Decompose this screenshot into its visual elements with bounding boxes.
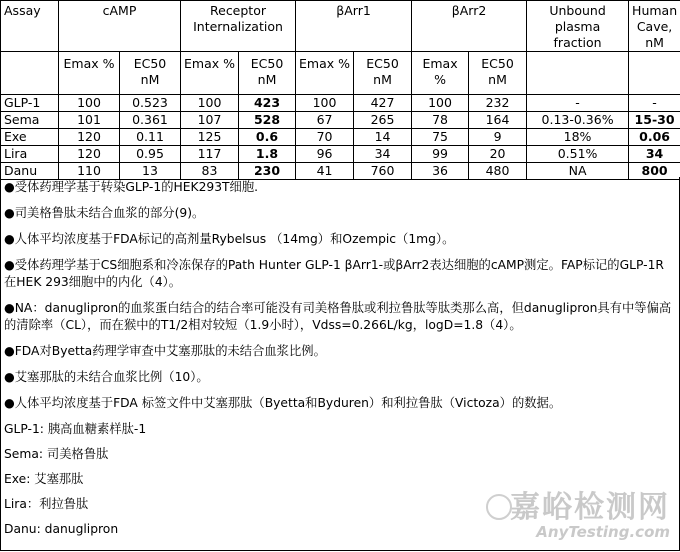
abbreviation: Danu: danuglipron: [4, 522, 119, 536]
cell: 18%: [527, 129, 629, 146]
header-sub-ec50: EC50 nM: [469, 52, 527, 95]
header-sub-ec50: EC50 nM: [354, 52, 412, 95]
note: ●人体平均浓度基于FDA 标签文件中艾塞那肽（Byetta和Byduren）和利拉鲁肽（Victoza）的数据。: [4, 396, 562, 410]
cell: 107: [181, 112, 239, 129]
table-row: [1, 129, 680, 146]
row-label: Danu: [1, 163, 59, 180]
table-row: [1, 146, 680, 163]
cell: 230: [239, 163, 296, 180]
watermark: [510, 492, 670, 540]
cell: 41: [296, 163, 354, 180]
cell: 34: [354, 146, 412, 163]
row-label: Exe: [1, 129, 59, 146]
cell: 96: [296, 146, 354, 163]
header-sub-emax: Emax %: [412, 52, 469, 95]
cell: 427: [354, 95, 412, 112]
note: ●NA：danuglipron的血浆蛋白结合的结合率可能没有司美格鲁肽或利拉鲁肽等肽类那么高，但danuglipron具有中等偏高的清除率（CL），而在猴中的T1/2相对较短（1.9小时），Vdss=0.266L/kg，logD=1.8（4）。: [4, 301, 672, 332]
watermark-logo-icon: [486, 494, 512, 520]
watermark-cn: 嘉峪检测网: [510, 490, 670, 525]
cell: 164: [469, 112, 527, 129]
cell: 101: [59, 112, 120, 129]
header-receptor-internalization: Receptor Internalization: [181, 1, 296, 52]
cell: 760: [354, 163, 412, 180]
header-unbound-plasma-fraction: Unbound plasma fraction: [527, 1, 629, 52]
cell: 36: [412, 163, 469, 180]
cell: NA: [527, 163, 629, 180]
note: ●人体平均浓度基于FDA标记的高剂量Rybelsus （14mg）和Ozempic（1mg）。: [4, 232, 455, 246]
cell: 99: [412, 146, 469, 163]
cell: 480: [469, 163, 527, 180]
cell: 15-30: [629, 112, 680, 129]
cell: 0.523: [120, 95, 181, 112]
cell: 100: [412, 95, 469, 112]
abbreviation: GLP-1: 胰高血糖素样肽-1: [4, 422, 147, 436]
note: ●FDA对Byetta药理学审查中艾塞那肽的未结合血浆比例。: [4, 344, 326, 358]
cell: 0.51%: [527, 146, 629, 163]
cell: 265: [354, 112, 412, 129]
cell: 13: [120, 163, 181, 180]
cell: 423: [239, 95, 296, 112]
header-row-groups: [1, 1, 680, 52]
table-row: [1, 95, 680, 112]
cell: 100: [181, 95, 239, 112]
watermark-en: AnyTesting.com: [536, 523, 670, 541]
cell: 120: [59, 129, 120, 146]
cell: 0.361: [120, 112, 181, 129]
cell: -: [629, 95, 680, 112]
cell: 9: [469, 129, 527, 146]
note: ●司美格鲁肽未结合血浆的部分(9)。: [4, 206, 205, 220]
header-sub-emax: Emax %: [296, 52, 354, 95]
cell: 0.6: [239, 129, 296, 146]
table-row: [1, 112, 680, 129]
row-label: GLP-1: [1, 95, 59, 112]
cell: 0.13-0.36%: [527, 112, 629, 129]
cell: 78: [412, 112, 469, 129]
header-sub-emax: Emax %: [181, 52, 239, 95]
header-barr1: βArr1: [296, 1, 412, 52]
header-barr2: βArr2: [412, 1, 527, 52]
cell: 34: [629, 146, 680, 163]
data-table: [0, 0, 680, 180]
row-label: Sema: [1, 112, 59, 129]
note: ●艾塞那肽的未结合血浆比例（10）。: [4, 370, 209, 384]
row-label: Lira: [1, 146, 59, 163]
note: ●受体药理学基于转染GLP-1的HEK293T细胞.: [4, 180, 259, 194]
cell: 800: [629, 163, 680, 180]
cell: 0.06: [629, 129, 680, 146]
header-sub-ec50: EC50 nM: [239, 52, 296, 95]
cell: 117: [181, 146, 239, 163]
header-sub-empty: [1, 52, 59, 95]
cell: 528: [239, 112, 296, 129]
abbreviation: Sema: 司美格鲁肽: [4, 447, 109, 461]
header-camp: cAMP: [59, 1, 181, 52]
cell: 67: [296, 112, 354, 129]
cell: 232: [469, 95, 527, 112]
cell: 75: [412, 129, 469, 146]
cell: 20: [469, 146, 527, 163]
abbreviation: Exe: 艾塞那肽: [4, 472, 84, 486]
cell: 125: [181, 129, 239, 146]
header-sub-empty: [629, 52, 680, 95]
header-sub-empty: [527, 52, 629, 95]
header-human-cave: Human Cave, nM: [629, 1, 680, 52]
cell: 83: [181, 163, 239, 180]
cell: 110: [59, 163, 120, 180]
cell: 0.95: [120, 146, 181, 163]
cell: 100: [59, 95, 120, 112]
note: ●受体药理学基于CS细胞系和冷冻保存的Path Hunter GLP-1 βArr1-或βArr2表达细胞的cAMP测定。FAP标记的GLP-1R在HEK 293细胞中的内化（4）。: [4, 258, 664, 289]
header-assay: Assay: [1, 1, 59, 52]
cell: 100: [296, 95, 354, 112]
cell: 70: [296, 129, 354, 146]
header-sub-emax: Emax %: [59, 52, 120, 95]
header-sub-ec50: EC50 nM: [120, 52, 181, 95]
cell: 120: [59, 146, 120, 163]
abbreviation: Lira：利拉鲁肽: [4, 497, 89, 511]
cell: 0.11: [120, 129, 181, 146]
cell: -: [527, 95, 629, 112]
cell: 1.8: [239, 146, 296, 163]
cell: 14: [354, 129, 412, 146]
header-row-sub: [1, 52, 680, 95]
